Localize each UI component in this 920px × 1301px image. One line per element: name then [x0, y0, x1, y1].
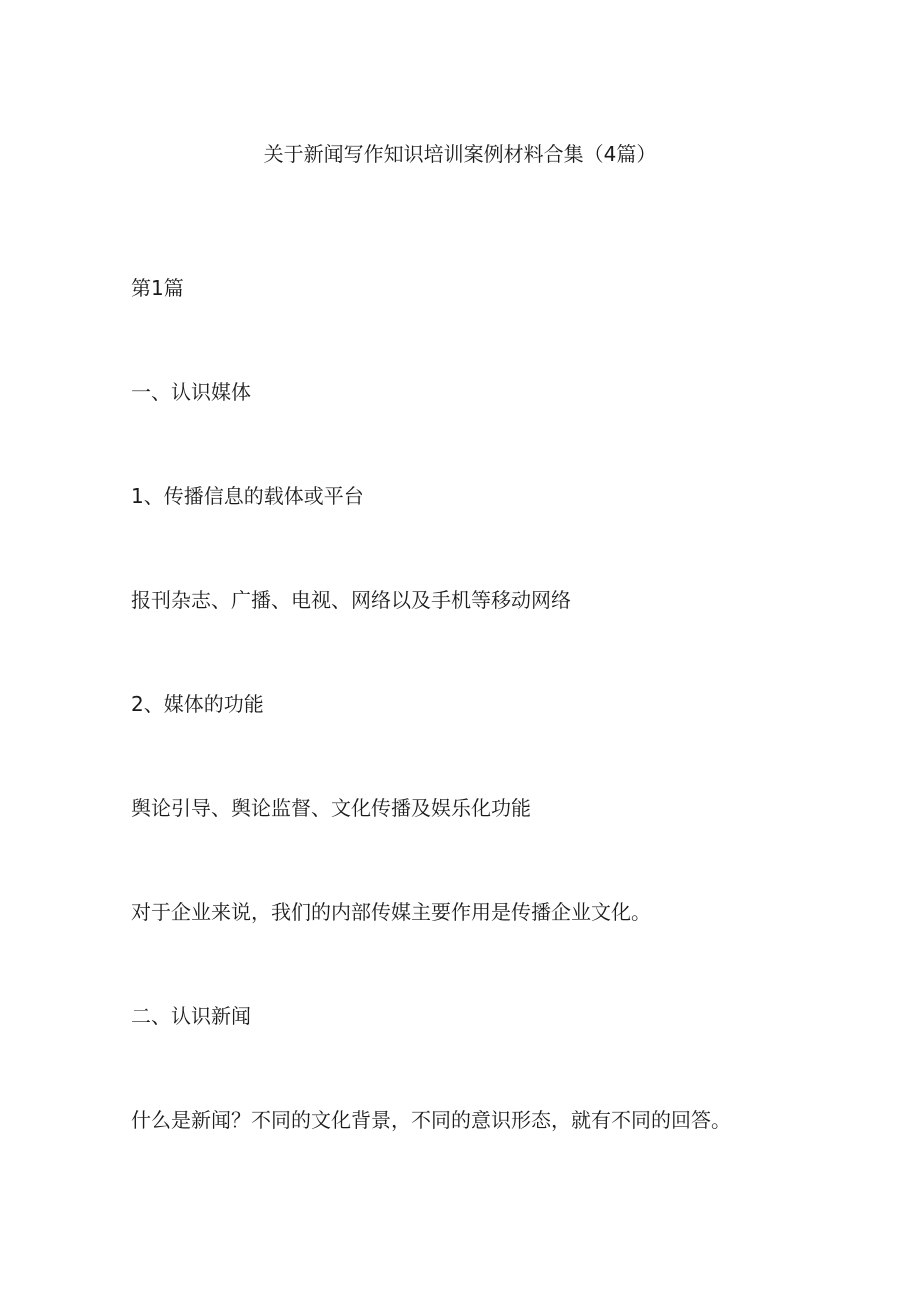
body-paragraph: 报刊杂志、广播、电视、网络以及手机等移动网络	[131, 588, 571, 612]
heading-level-1: 二、认识新闻	[131, 1004, 251, 1028]
heading-level-2: 1、传播信息的载体或平台	[131, 484, 364, 508]
heading-level-2: 2、媒体的功能	[131, 692, 264, 716]
body-paragraph: 对于企业来说，我们的内部传媒主要作用是传播企业文化。	[131, 900, 651, 924]
heading-level-1: 一、认识媒体	[131, 380, 251, 404]
body-paragraph: 舆论引导、舆论监督、文化传播及娱乐化功能	[131, 796, 531, 820]
document-title: 关于新闻写作知识培训案例材料合集（4篇）	[263, 142, 657, 166]
body-paragraph: 什么是新闻？不同的文化背景，不同的意识形态，就有不同的回答。	[131, 1108, 731, 1132]
section-label: 第1篇	[131, 276, 184, 300]
